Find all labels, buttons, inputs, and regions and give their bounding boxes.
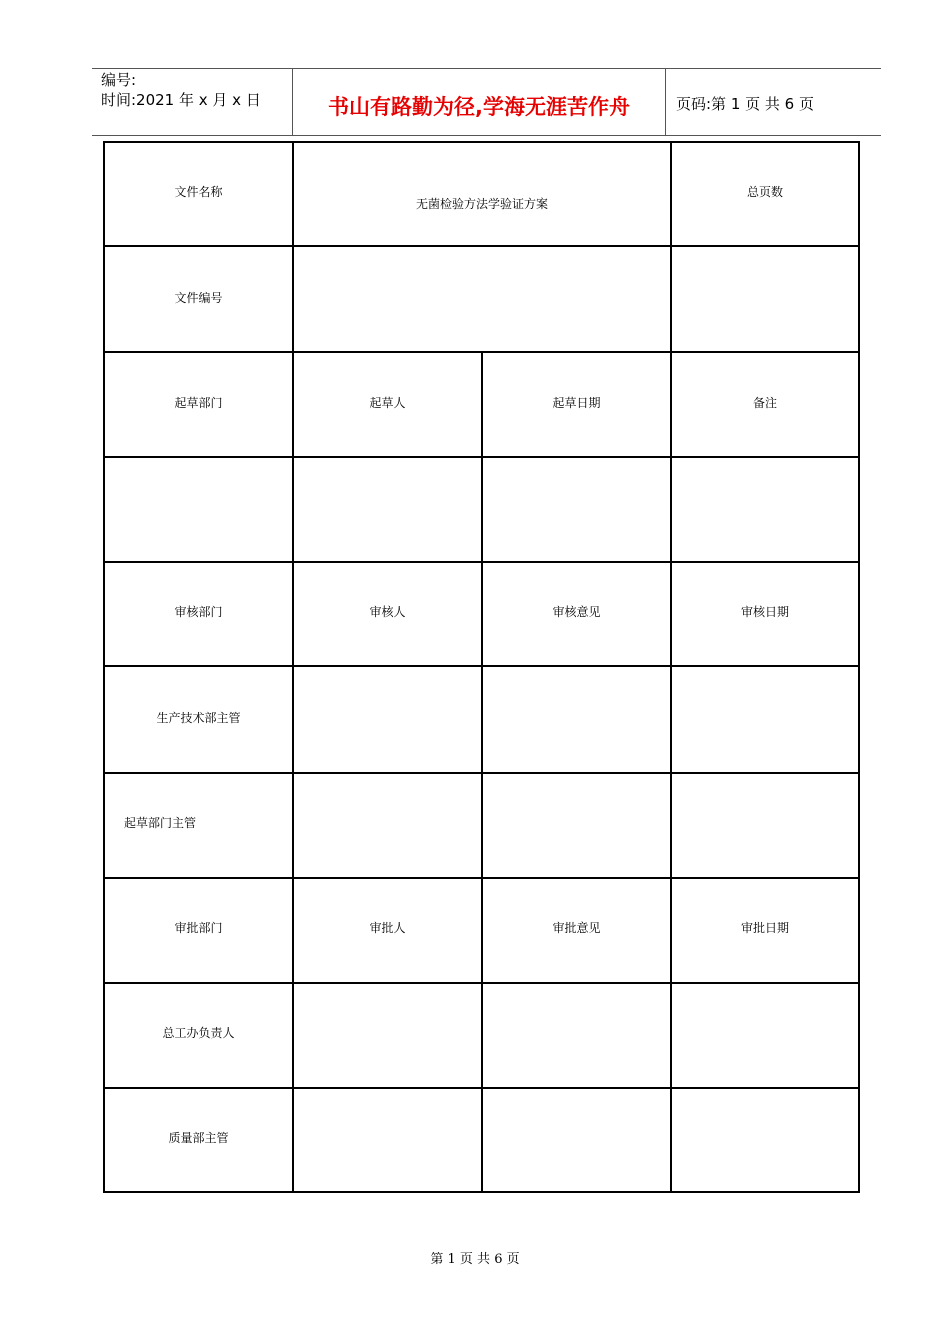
chief-engineer-office-head-label: 总工办负责人 <box>162 1026 235 1040</box>
drafter-label: 起草人 <box>369 396 406 410</box>
header-divider <box>665 68 666 136</box>
approve-opinion-label: 审批意见 <box>552 921 601 935</box>
row-divider <box>105 245 858 247</box>
header-page-info: 页码:第 1 页 共 6 页 <box>676 95 814 113</box>
reviewer-label: 审核人 <box>369 605 406 619</box>
file-number-label: 文件编号 <box>174 291 223 305</box>
review-opinion-label: 审核意见 <box>552 605 601 619</box>
review-date-label: 审核日期 <box>740 605 789 619</box>
file-name-label: 文件名称 <box>174 185 223 199</box>
approval-form-table <box>103 141 860 1193</box>
approve-department-label: 审批部门 <box>174 921 223 935</box>
approver-label: 审批人 <box>369 921 406 935</box>
header-motto: 书山有路勤为径,学海无涯苦作舟 <box>328 95 630 119</box>
remarks-label: 备注 <box>752 396 777 410</box>
quality-department-head-label: 质量部主管 <box>168 1131 229 1145</box>
header-bottom-rule <box>92 135 881 136</box>
production-tech-head-label: 生产技术部主管 <box>156 711 241 725</box>
column-divider <box>481 351 483 1191</box>
review-department-label: 审核部门 <box>174 605 223 619</box>
approve-date-label: 审批日期 <box>740 921 789 935</box>
draft-department-label: 起草部门 <box>174 396 223 410</box>
file-name-value: 无菌检验方法学验证方案 <box>415 197 548 211</box>
header-top-rule <box>92 68 881 69</box>
draft-department-head-label: 起草部门主管 <box>124 816 197 830</box>
column-divider <box>292 143 294 1191</box>
header-meta <box>101 70 261 110</box>
column-divider <box>670 143 672 1191</box>
document-number-label: 编号: <box>101 71 137 89</box>
page-footer: 第 1 页 共 6 页 <box>430 1252 520 1267</box>
document-time-label: 时间:2021 年 x 月 x 日 <box>101 91 261 109</box>
total-pages-label: 总页数 <box>746 185 783 199</box>
draft-date-label: 起草日期 <box>552 396 601 410</box>
